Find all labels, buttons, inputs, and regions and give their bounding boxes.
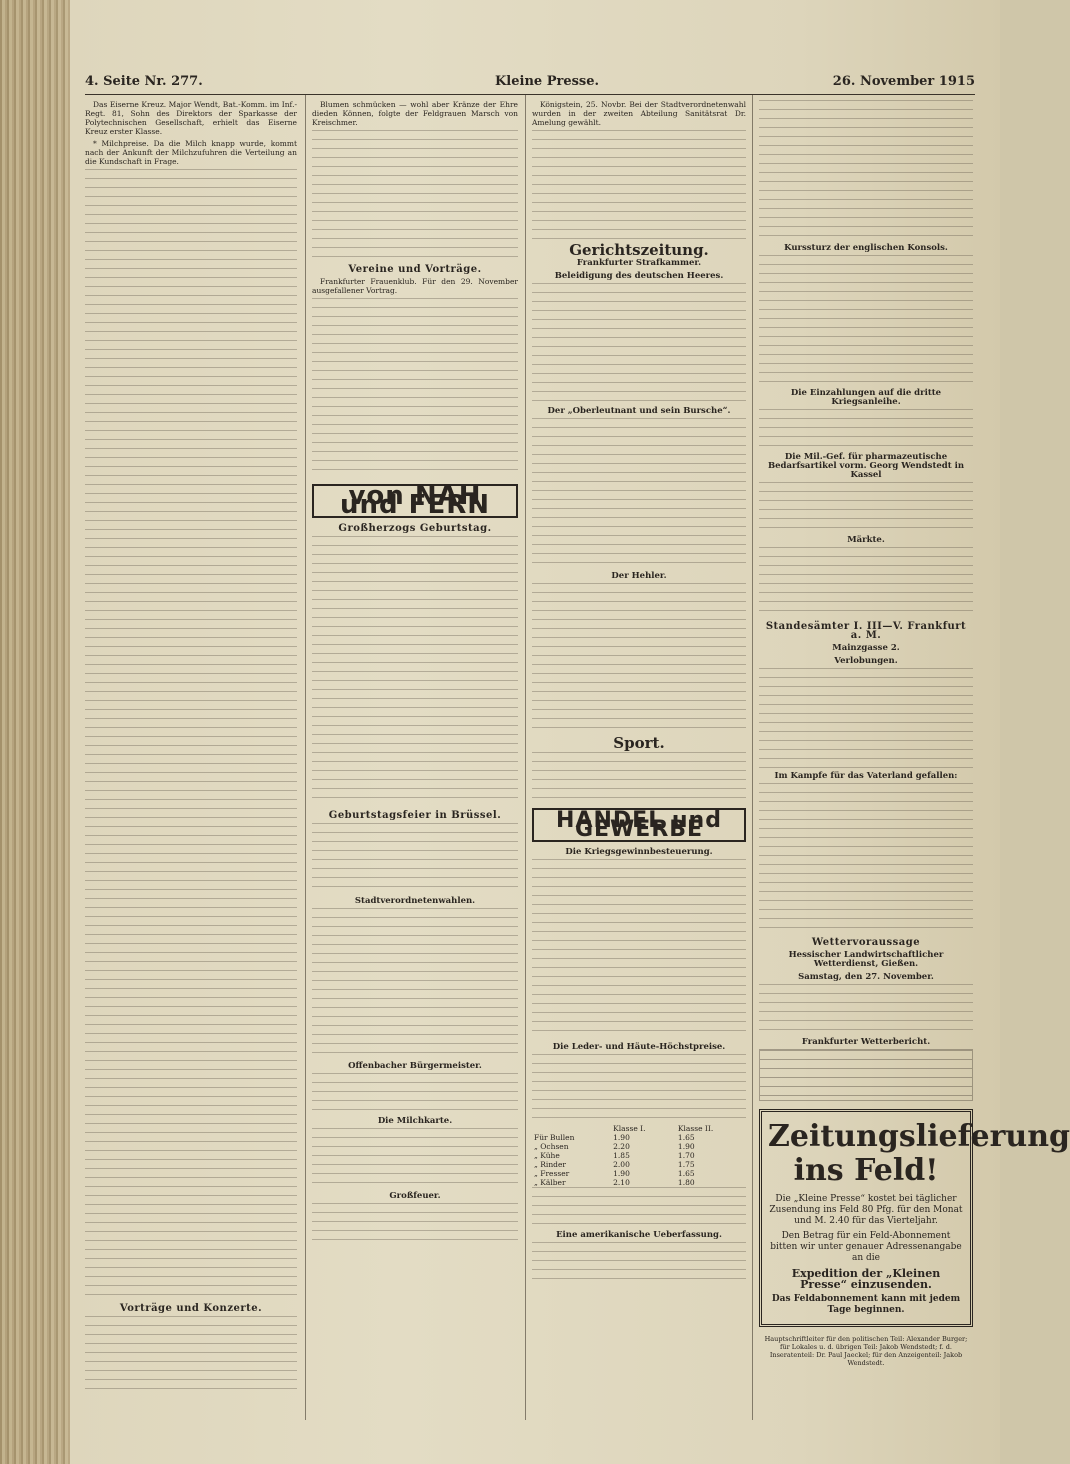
text-body [532, 859, 746, 1039]
text-body [532, 1187, 746, 1227]
heading-verlobungen: Verlobungen. [834, 656, 898, 666]
table-cell: 1.90 [613, 1133, 630, 1142]
subscription-price: Die „Kleine Presse“ kostet bei täglicher Zusendung ins Feld 80 Pfg. für den Monat und M. 2.40 für das Vierteljahr. [769, 1194, 963, 1226]
text-body [85, 1316, 297, 1396]
heading-bruessel: Geburtstagsfeier in Brüssel. [328, 810, 502, 821]
section-banner-handel: HANDEL und GEWERBE [532, 808, 746, 842]
table-cell: 1.80 [677, 1178, 695, 1187]
text-body [532, 283, 746, 403]
heading-stadtverordneten: Stadtverordnetenwahlen. [354, 896, 476, 906]
text-body [759, 255, 973, 385]
price-header-cell [532, 1124, 611, 1133]
text-body [759, 100, 973, 240]
subscription-instructions: Den Betrag für ein Feld-Abonnement bitten wir unter genauer Adressenangabe an die [770, 1231, 962, 1263]
subscription-box [759, 1109, 1070, 1327]
heading-wettervoraussage: Wettervoraussage [811, 937, 921, 948]
text-body [759, 984, 973, 1034]
heading-vereine: Vereine und Vorträge. [348, 264, 482, 275]
article-milchpreise: * Milchpreise. Da die Milch knapp wurde, kommt nach der Ankunft der Milchzufuhren die Verteilung an die Kundschaft in Frage. [85, 139, 297, 166]
text-body [312, 298, 518, 478]
text-body [759, 409, 973, 449]
text-body [312, 1128, 518, 1188]
page-number: 4. Seite Nr. 277. [85, 74, 203, 89]
heading-sport: Sport. [613, 734, 665, 752]
heading-gefallen: Im Kampfe für das Vaterland gefallen: [774, 771, 958, 781]
heading-vortraege: Vorträge und Konzerte. [119, 1303, 263, 1314]
table-cell: 1.65 [677, 1169, 695, 1178]
wetter-date: Samstag, den 27. November. [798, 972, 934, 982]
column-3 [532, 100, 746, 1420]
heading-strafkammer: Frankfurter Strafkammer. [576, 258, 702, 268]
text-body [532, 130, 746, 240]
text-body [532, 418, 746, 568]
table-cell: 2.20 [613, 1142, 630, 1151]
column-4 [759, 100, 1070, 1420]
heading-leder: Die Leder- und Häute-Höchstpreise. [552, 1042, 726, 1052]
subscription-expedition: Expedition der „Kleinen Presse“ einzusenden. [791, 1267, 941, 1291]
newspaper-title: Kleine Presse. [495, 74, 600, 89]
table-cell: 1.75 [677, 1160, 695, 1169]
table-cell: 1.85 [613, 1151, 630, 1160]
book-spine [0, 0, 70, 1464]
heading-oberleutnant: Der „Oberleutnant und sein Bursche“. [547, 406, 731, 416]
heading-milchkarte: Die Milchkarte. [377, 1116, 453, 1126]
column-1 [85, 100, 297, 1420]
table-cell: „ Rinder [534, 1160, 566, 1169]
text-body [312, 908, 518, 1058]
subscription-start: Das Feldabonnement kann mit jedem Tage beginnen. [771, 1294, 961, 1315]
section-banner-nah-fern: von NAH und FERN [312, 484, 518, 518]
table-row [532, 1151, 746, 1160]
table-cell: 1.90 [677, 1142, 695, 1151]
table-cell: Für Bullen [534, 1133, 575, 1142]
text-body [759, 482, 973, 532]
table-cell: „ Kühe [534, 1151, 560, 1160]
table-cell: 1.90 [613, 1169, 630, 1178]
wetter-dienst: Hessischer Landwirtschaftlicher Wetterdienst, Gießen. [788, 950, 944, 969]
page-header [85, 74, 975, 94]
article-frauenklub: Frankfurter Frauenklub. Für den 29. November ausgefallener Vortrag. [312, 277, 518, 295]
column-divider [305, 95, 306, 1420]
text-body [312, 130, 518, 260]
heading-konsols: Kurssturz der englischen Konsols. [784, 243, 948, 253]
article-koenigstein: Königstein, 25. Novbr. Bei der Stadtverordnetenwahl wurden in der zweiten Abteilung Sanitätsrat Dr. Amelung gewählt. [532, 100, 746, 127]
heading-geburtstag: Großherzogs Geburtstag. [338, 523, 492, 534]
heading-standesaemter: Standesämter I. III—V. Frankfurt a. M. [765, 621, 967, 641]
table-row [532, 1178, 746, 1187]
table-row [532, 1169, 746, 1178]
table-cell: 2.10 [613, 1178, 630, 1187]
table-cell: „ Fresser [534, 1169, 570, 1178]
imprint: Hauptschriftleiter für den politischen Teil: Alexander Burger; für Lokales u. d. übrigen Teil: Jakob Wendstedt; f. d. Inseratenteil: Dr. Paul Jaeckel; für den Anzeigenteil: Jakob Wendstedt. [764, 1335, 968, 1367]
text-body [532, 752, 746, 802]
text-body [85, 169, 297, 1299]
text-body [312, 823, 518, 893]
text-body [759, 668, 973, 768]
subscription-title: Zeitungslieferung ins Feld! [768, 1119, 1070, 1188]
heading-kriegsgewinn: Die Kriegsgewinnbesteuerung. [565, 847, 713, 857]
text-body [312, 1073, 518, 1113]
heading-ueberfassung: Eine amerikanische Ueberfassung. [556, 1230, 722, 1240]
text-body [759, 547, 973, 617]
price-header-cell: Klasse II. [677, 1124, 714, 1133]
text-body [532, 583, 746, 733]
heading-gerichtszeitung: Gerichtszeitung. [569, 241, 709, 259]
column-divider [752, 95, 753, 1420]
issue-date: 26. November 1915 [832, 74, 975, 89]
table-row [532, 1160, 746, 1169]
weather-table [759, 1049, 973, 1101]
price-table-header [532, 1124, 746, 1133]
text-body [532, 1054, 746, 1124]
article-eisernes-kreuz: Das Eiserne Kreuz. Major Wendt, Bat.-Komm. im Inf.-Regt. 81, Sohn des Direktors der Sparkasse der Polytechnischen Gesellschaft, erhielt das Eiserne Kreuz erster Klasse. [85, 100, 297, 136]
table-row [532, 1133, 746, 1142]
heading-hehler: Der Hehler. [611, 571, 667, 581]
table-cell: „ Ochsen [534, 1142, 569, 1151]
column-2 [312, 100, 518, 1420]
heading-grossfeuer: Großfeuer. [389, 1191, 441, 1201]
table-cell: 2.00 [613, 1160, 630, 1169]
heading-einzahlungen: Die Einzahlungen auf die dritte Kriegsanleihe. [790, 388, 942, 407]
price-header-cell: Klasse I. [613, 1124, 646, 1133]
table-cell: 1.70 [677, 1151, 695, 1160]
text-body [759, 783, 973, 933]
text-body [312, 1203, 518, 1243]
price-table [532, 1124, 746, 1187]
text-body [312, 536, 518, 806]
heading-maerkte: Märkte. [847, 535, 885, 545]
heading-beleidigung: Beleidigung des deutschen Heeres. [554, 271, 724, 281]
column-divider [525, 95, 526, 1420]
text-body [532, 1242, 746, 1282]
heading-wetterbericht: Frankfurter Wetterbericht. [801, 1037, 931, 1047]
table-cell: 1.65 [677, 1133, 695, 1142]
heading-mainzgasse: Mainzgasse 2. [832, 643, 900, 653]
header-rule [85, 94, 975, 95]
table-cell: „ Kälber [534, 1178, 566, 1187]
table-row [532, 1142, 746, 1151]
heading-buergermeister: Offenbacher Bürgermeister. [348, 1061, 482, 1071]
article-blumen: Blumen schmücken — wohl aber Kränze der Ehre dieden Können, folgte der Feldgrauen Marsch von Kreischmer. [312, 100, 518, 127]
heading-pharma: Die Mil.-Gef. für pharmazeutische Bedarfsartikel vorm. Georg Wendstedt in Kassel [767, 452, 965, 480]
